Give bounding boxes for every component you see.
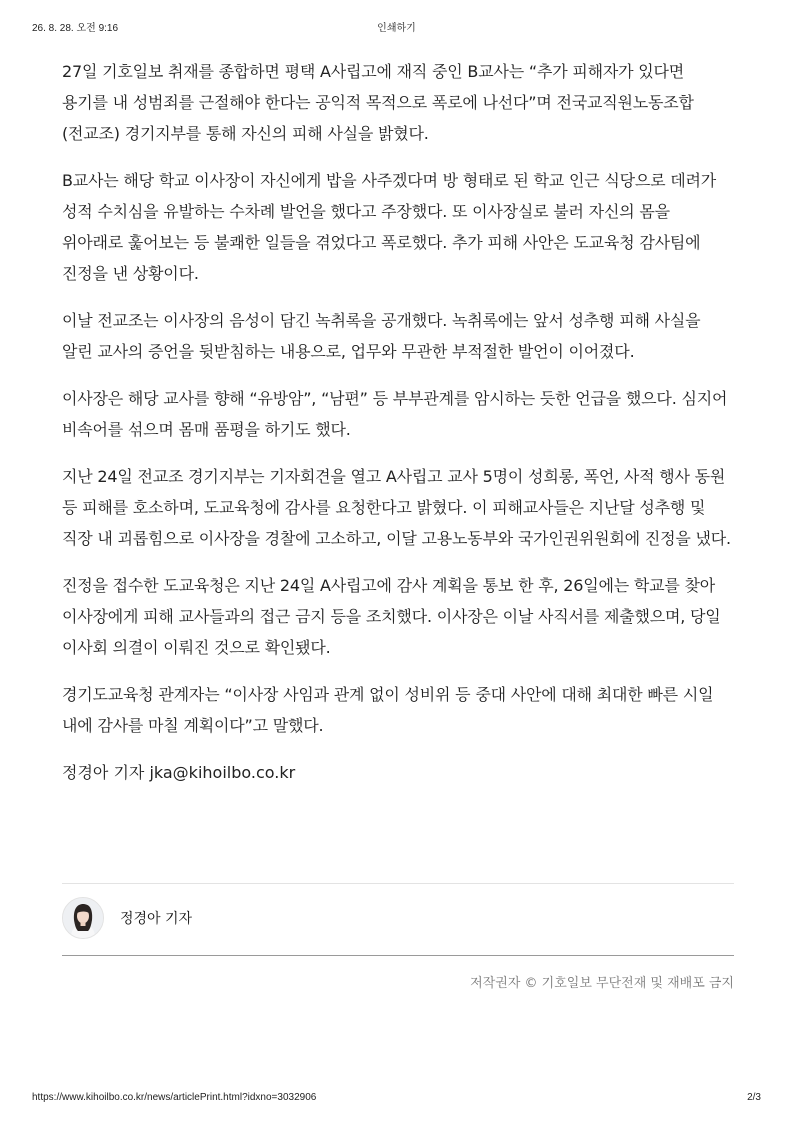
reporter-name[interactable]: 정경아 기자 — [120, 911, 193, 927]
article-paragraph: 지난 24일 전교조 경기지부는 기자회견을 열고 A사립고 교사 5명이 성희롱, 폭언, 사적 행사 동원 등 피해를 호소하며, 도교육청에 감사를 요청한다고 밝혔다. 이 피해교사들은 지난달 성추행 및 직장 내 괴롭힘으로 이사장을 경찰에 고소하고, 이달 고용노동부와 국가인권위원회에 진정을 냈다. — [62, 467, 731, 548]
article-byline: 정경아 기자 jka@kihoilbo.co.kr — [62, 763, 296, 782]
article-paragraph: 진정을 접수한 도교육청은 지난 24일 A사립고에 감사 계획을 통보 한 후, 26일에는 학교를 찾아 이사장에게 피해 교사들과의 접근 금지 등을 조치했다. 이사장은 이날 사직서를 제출했으며, 당일 이사회 의결이 이뤄진 것으로 확인됐다. — [62, 576, 721, 657]
reporter-photo — [63, 898, 103, 938]
print-url: https://www.kihoilbo.co.kr/news/articlePrint.html?idxno=3032906 — [32, 1092, 317, 1103]
section-divider — [62, 883, 734, 884]
article-paragraph: B교사는 해당 학교 이사장이 자신에게 밥을 사주겠다며 방 형태로 된 학교 인근 식당으로 데려가 성적 수치심을 유발하는 수차례 발언을 했다고 주장했다. 또 이사장실로 불러 자신의 몸을 위아래로 훑어보는 등 불쾌한 일들을 겪었다고 폭로했다. 추가 피해 사안은 도교육청 감사팀에 진정을 낸 상황이다. — [62, 171, 717, 283]
reporter-avatar[interactable] — [62, 897, 104, 939]
print-title: 인쇄하기 — [377, 23, 416, 34]
page-number: 2/3 — [747, 1092, 761, 1103]
article-paragraph: 경기도교육청 관계자는 “이사장 사임과 관계 없이 성비위 등 중대 사안에 대해 최대한 빠른 시일 내에 감사를 마칠 계획이다”고 말했다. — [62, 685, 714, 735]
article-paragraph: 이날 전교조는 이사장의 음성이 담긴 녹취록을 공개했다. 녹취록에는 앞서 성추행 피해 사실을 알린 교사의 증언을 뒷받침하는 내용으로, 업무와 무관한 부적절한 발언이 이어졌다. — [62, 311, 701, 361]
article-paragraph: 27일 기호일보 취재를 종합하면 평택 A사립고에 재직 중인 B교사는 “추가 피해자가 있다면 용기를 내 성범죄를 근절해야 한다는 공익적 목적으로 폭로에 나선다”며 전국교직원노동조합(전교조) 경기지부를 통해 자신의 피해 사실을 밝혔다. — [62, 62, 694, 143]
footer-divider — [62, 955, 734, 956]
print-datetime: 26. 8. 28. 오전 9:16 — [32, 23, 119, 34]
reporter-box[interactable] — [62, 896, 734, 940]
article-paragraph: 이사장은 해당 교사를 향해 “유방암”, “남편” 등 부부관계를 암시하는 듯한 언급을 했으다. 심지어 비속어를 섞으며 몸매 품평을 하기도 했다. — [62, 389, 728, 439]
copyright-notice: 저작권자 © 기호일보 무단전재 및 재배포 금지 — [470, 976, 734, 991]
article-body — [62, 56, 734, 788]
